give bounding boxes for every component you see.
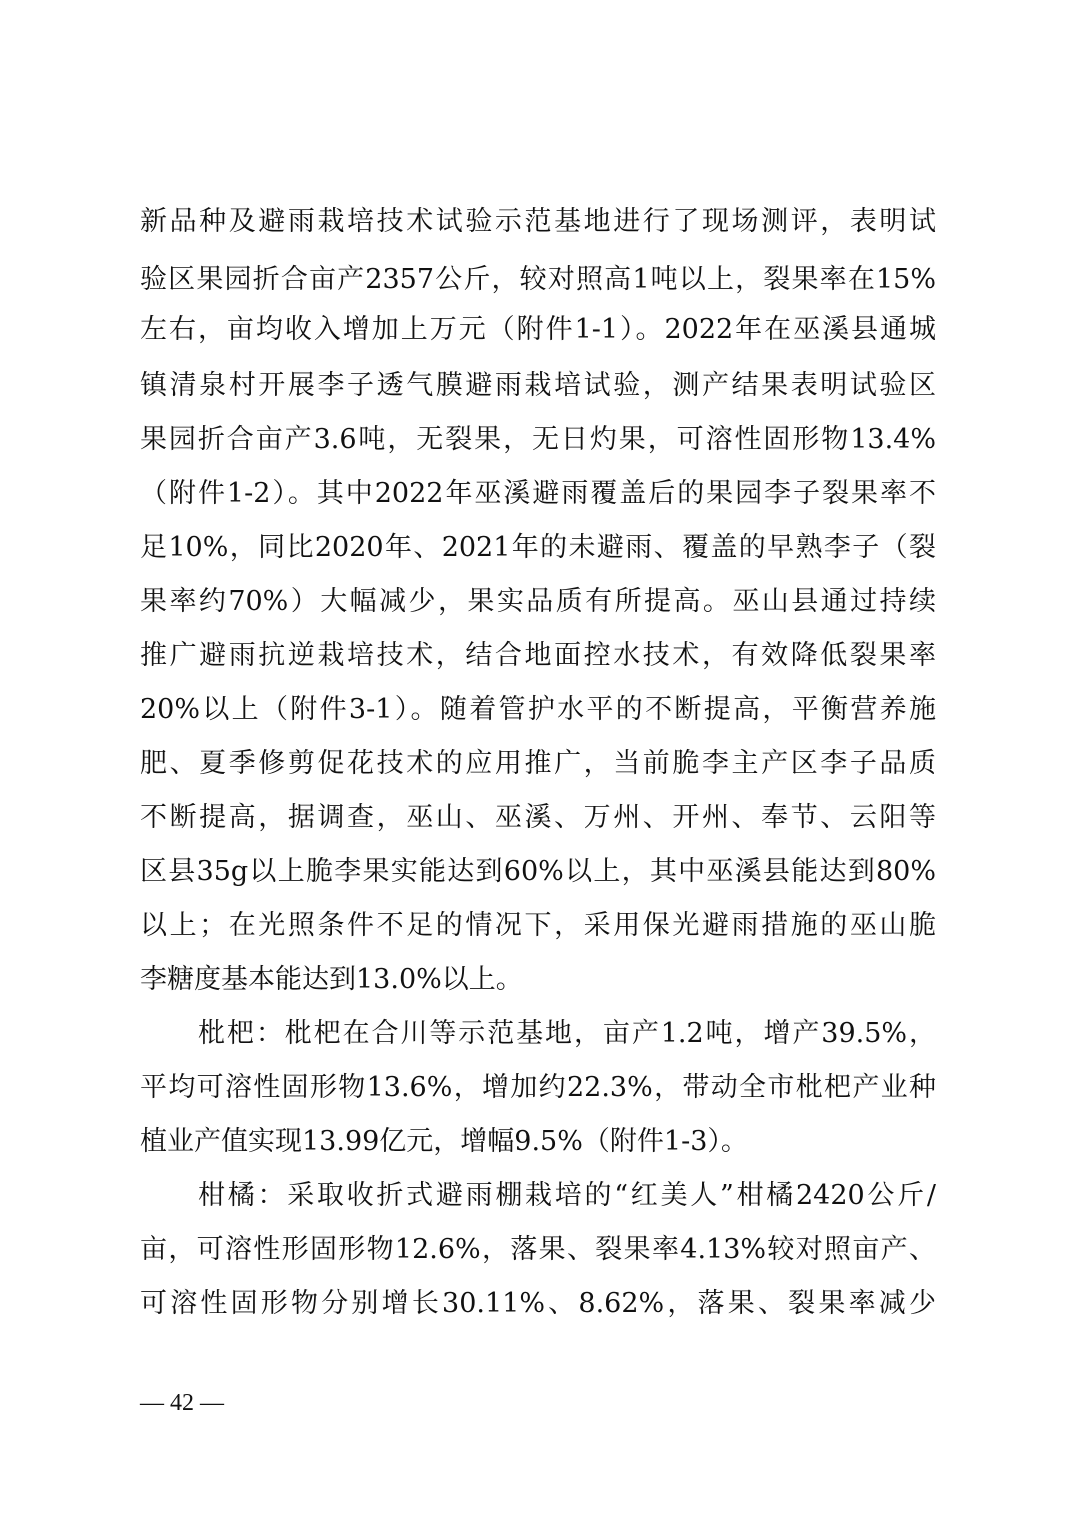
- paragraph-plum-line: 果率约70%）大幅减少，果实品质有所提高。巫山县通过持续: [140, 586, 936, 617]
- paragraph-plum-line: 区县35g以上脆李果实能达到60%以上，其中巫溪县能达到80%: [140, 856, 936, 887]
- paragraph-plum-line: 李糖度基本能达到13.0%以上。: [140, 964, 523, 995]
- paragraph-plum-line: 以上；在光照条件不足的情况下，采用保光避雨措施的巫山脆: [140, 910, 936, 941]
- paragraph-plum-line: 20%以上（附件3-1）。随着管护水平的不断提高，平衡营养施: [140, 694, 936, 725]
- paragraph-citrus-line: 亩，可溶性形固形物12.6%，落果、裂果率4.13%较对照亩产、: [140, 1234, 936, 1265]
- paragraph-plum-line: （附件1-2）。其中2022年巫溪避雨覆盖后的果园李子裂果率不: [140, 478, 936, 509]
- paragraph-loquat-line: 枇杷：枇杷在合川等示范基地，亩产1.2吨，增产39.5%，: [198, 1018, 936, 1049]
- paragraph-citrus-line: 柑橘：采取收折式避雨棚栽培的“红美人”柑橘2420公斤/: [198, 1180, 936, 1211]
- paragraph-plum-line: 镇清泉村开展李子透气膜避雨栽培试验，测产结果表明试验区: [140, 370, 936, 401]
- paragraph-loquat-line: 平均可溶性固形物13.6%，增加约22.3%，带动全市枇杷产业种: [140, 1072, 936, 1103]
- paragraph-plum-line: 果园折合亩产3.6吨，无裂果，无日灼果，可溶性固形物13.4%: [140, 424, 936, 455]
- paragraph-loquat-line: 植业产值实现13.99亿元，增幅9.5%（附件1-3）。: [140, 1126, 748, 1157]
- page-number: — 42 —: [140, 1390, 224, 1416]
- paragraph-plum-line: 推广避雨抗逆栽培技术，结合地面控水技术，有效降低裂果率: [140, 640, 936, 671]
- paragraph-plum-line: 左右，亩均收入增加上万元（附件1-1）。2022年在巫溪县通城: [140, 314, 936, 345]
- paragraph-plum-line: 肥、夏季修剪促花技术的应用推广，当前脆李主产区李子品质: [140, 748, 936, 779]
- paragraph-plum-line: 不断提高，据调查，巫山、巫溪、万州、开州、奉节、云阳等: [140, 802, 936, 833]
- paragraph-plum-line: 验区果园折合亩产2357公斤，较对照高1吨以上，裂果率在15%: [140, 264, 936, 295]
- paragraph-citrus-line: 可溶性固形物分别增长30.11%、8.62%，落果、裂果率减少: [140, 1288, 936, 1319]
- paragraph-plum-line: 足10%，同比2020年、2021年的未避雨、覆盖的早熟李子（裂: [140, 532, 936, 563]
- paragraph-plum-line: 新品种及避雨栽培技术试验示范基地进行了现场测评，表明试: [140, 206, 936, 237]
